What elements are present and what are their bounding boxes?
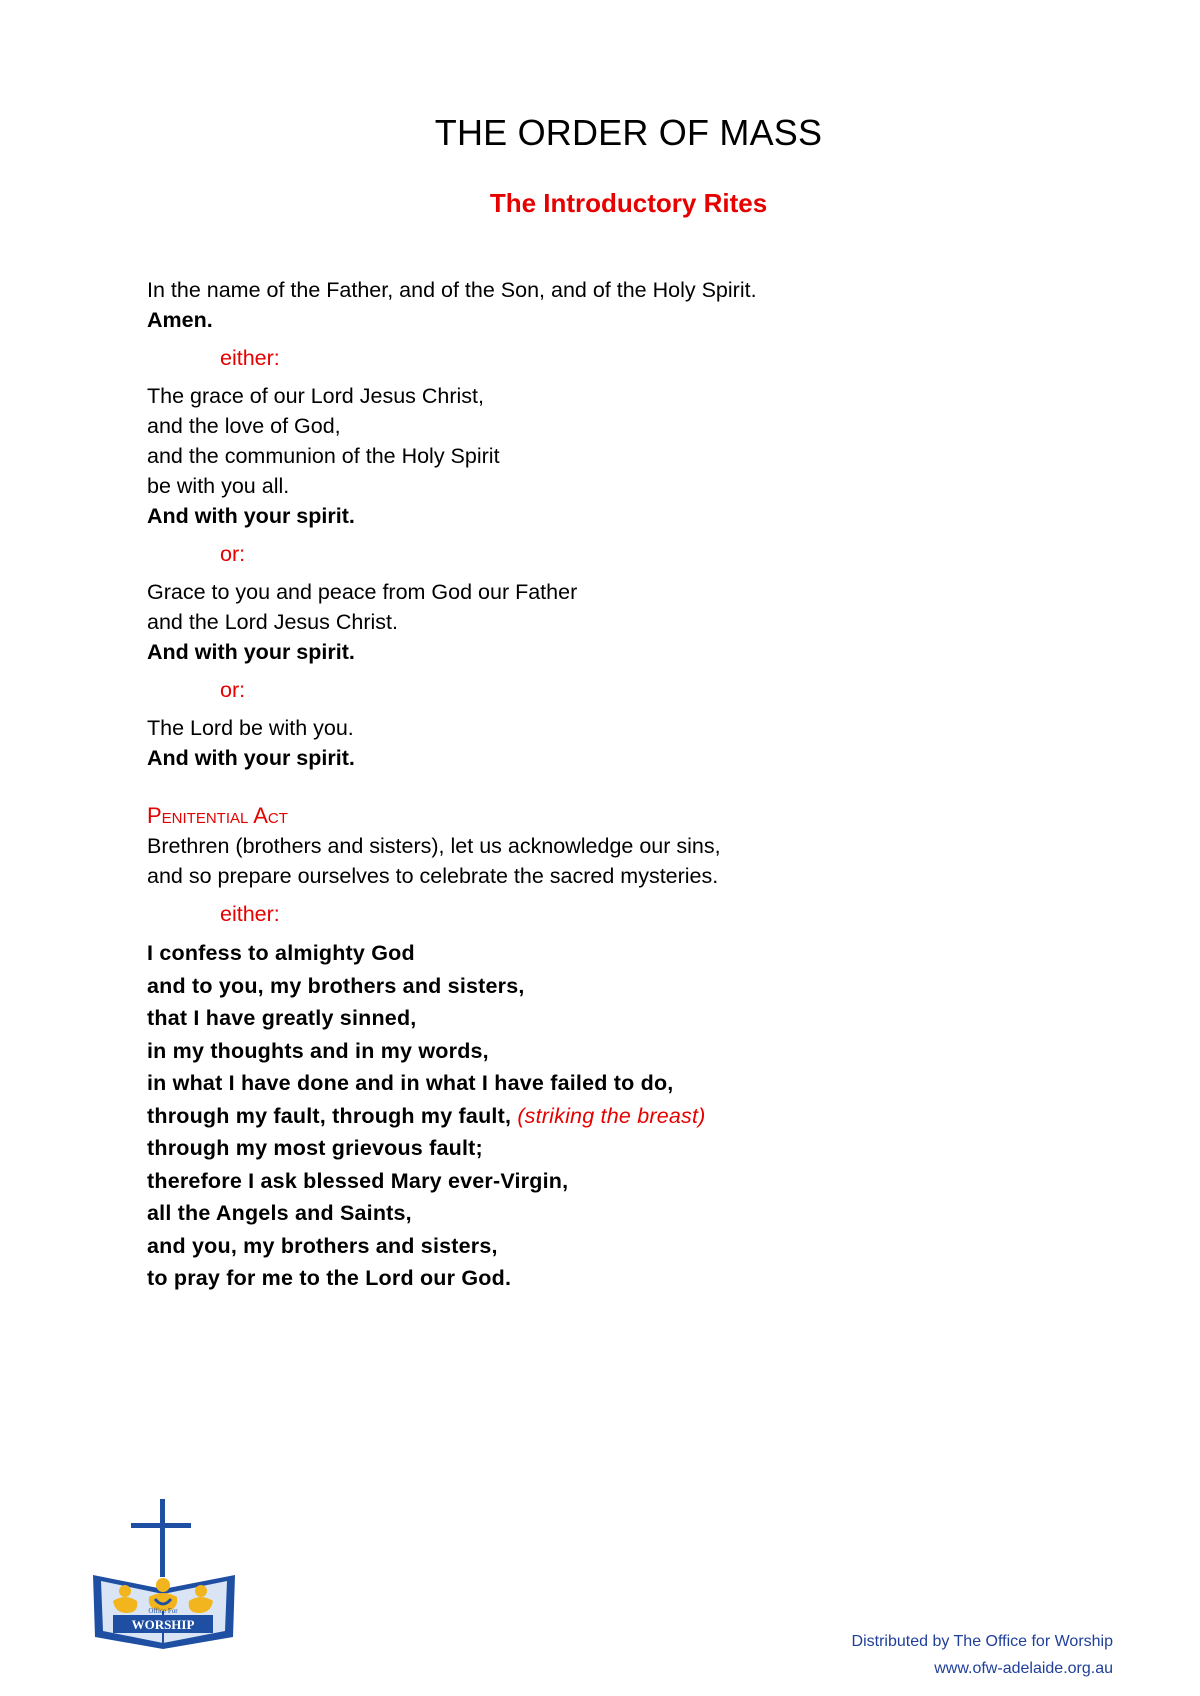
sign-of-cross: In the name of the Father, and of the Son, and of the Holy Spirit. [147, 278, 757, 302]
confiteor-line: and you, my brothers and sisters, [147, 1233, 498, 1258]
confiteor-gesture: (striking the breast) [517, 1103, 706, 1128]
confiteor-line: to pray for me to the Lord our God. [147, 1266, 512, 1290]
confiteor [147, 937, 1047, 1295]
logo-small-text: Office For [148, 1607, 178, 1615]
greeting-b-line: Grace to you and peace from God our Father [147, 580, 578, 604]
response-line: And with your spirit. [147, 504, 355, 528]
response-line: And with your spirit. [147, 746, 355, 770]
confiteor-line: through my fault, through my fault, [147, 1103, 512, 1128]
greeting-c-line: The Lord be with you. [147, 716, 354, 740]
greeting-a-line: be with you all. [147, 474, 290, 498]
confiteor-line: all the Angels and Saints, [147, 1201, 412, 1225]
confiteor-line: in what I have done and in what I have failed to do, [147, 1071, 674, 1095]
greeting-a-line: and the love of God, [147, 414, 341, 438]
penitential-heading: Penitential Act [147, 803, 288, 828]
confiteor-line-with-gesture [147, 1100, 1047, 1133]
amen-response: Amen. [147, 308, 213, 332]
greeting-a-line: The grace of our Lord Jesus Christ, [147, 384, 484, 408]
confiteor-line: in my thoughts and in my words, [147, 1038, 489, 1063]
confiteor-line: and to you, my brothers and sisters, [147, 973, 525, 998]
rubric-either: either: [220, 902, 280, 926]
confiteor-line: therefore I ask blessed Mary ever-Virgin, [147, 1168, 569, 1193]
footer-url[interactable]: www.ofw-adelaide.org.au [934, 1660, 1113, 1677]
page-title: THE ORDER OF MASS [434, 112, 823, 153]
rubric-or: or: [220, 678, 246, 702]
footer-distributed: Distributed by The Office for Worship [851, 1633, 1113, 1650]
liturgy-text [147, 275, 1047, 1295]
confiteor-line: that I have greatly sinned, [147, 1006, 417, 1030]
penitential-invitation-line: Brethren (brothers and sisters), let us acknowledge our sins, [147, 834, 721, 858]
office-for-worship-logo [83, 1497, 250, 1659]
greeting-b-line: and the Lord Jesus Christ. [147, 610, 398, 634]
greeting-a-line: and the communion of the Holy Spirit [147, 444, 500, 468]
rubric-or: or: [220, 542, 246, 566]
confiteor-line: through my most grievous fault; [147, 1136, 483, 1160]
confiteor-line: I confess to almighty God [147, 941, 415, 965]
rubric-either: either: [220, 346, 280, 370]
logo-big-text: WORSHIP [131, 1617, 195, 1632]
penitential-invitation-line: and so prepare ourselves to celebrate the sacred mysteries. [147, 864, 719, 888]
response-line: And with your spirit. [147, 640, 355, 664]
footer [852, 1628, 1113, 1682]
section-title: The Introductory Rites [489, 188, 768, 218]
